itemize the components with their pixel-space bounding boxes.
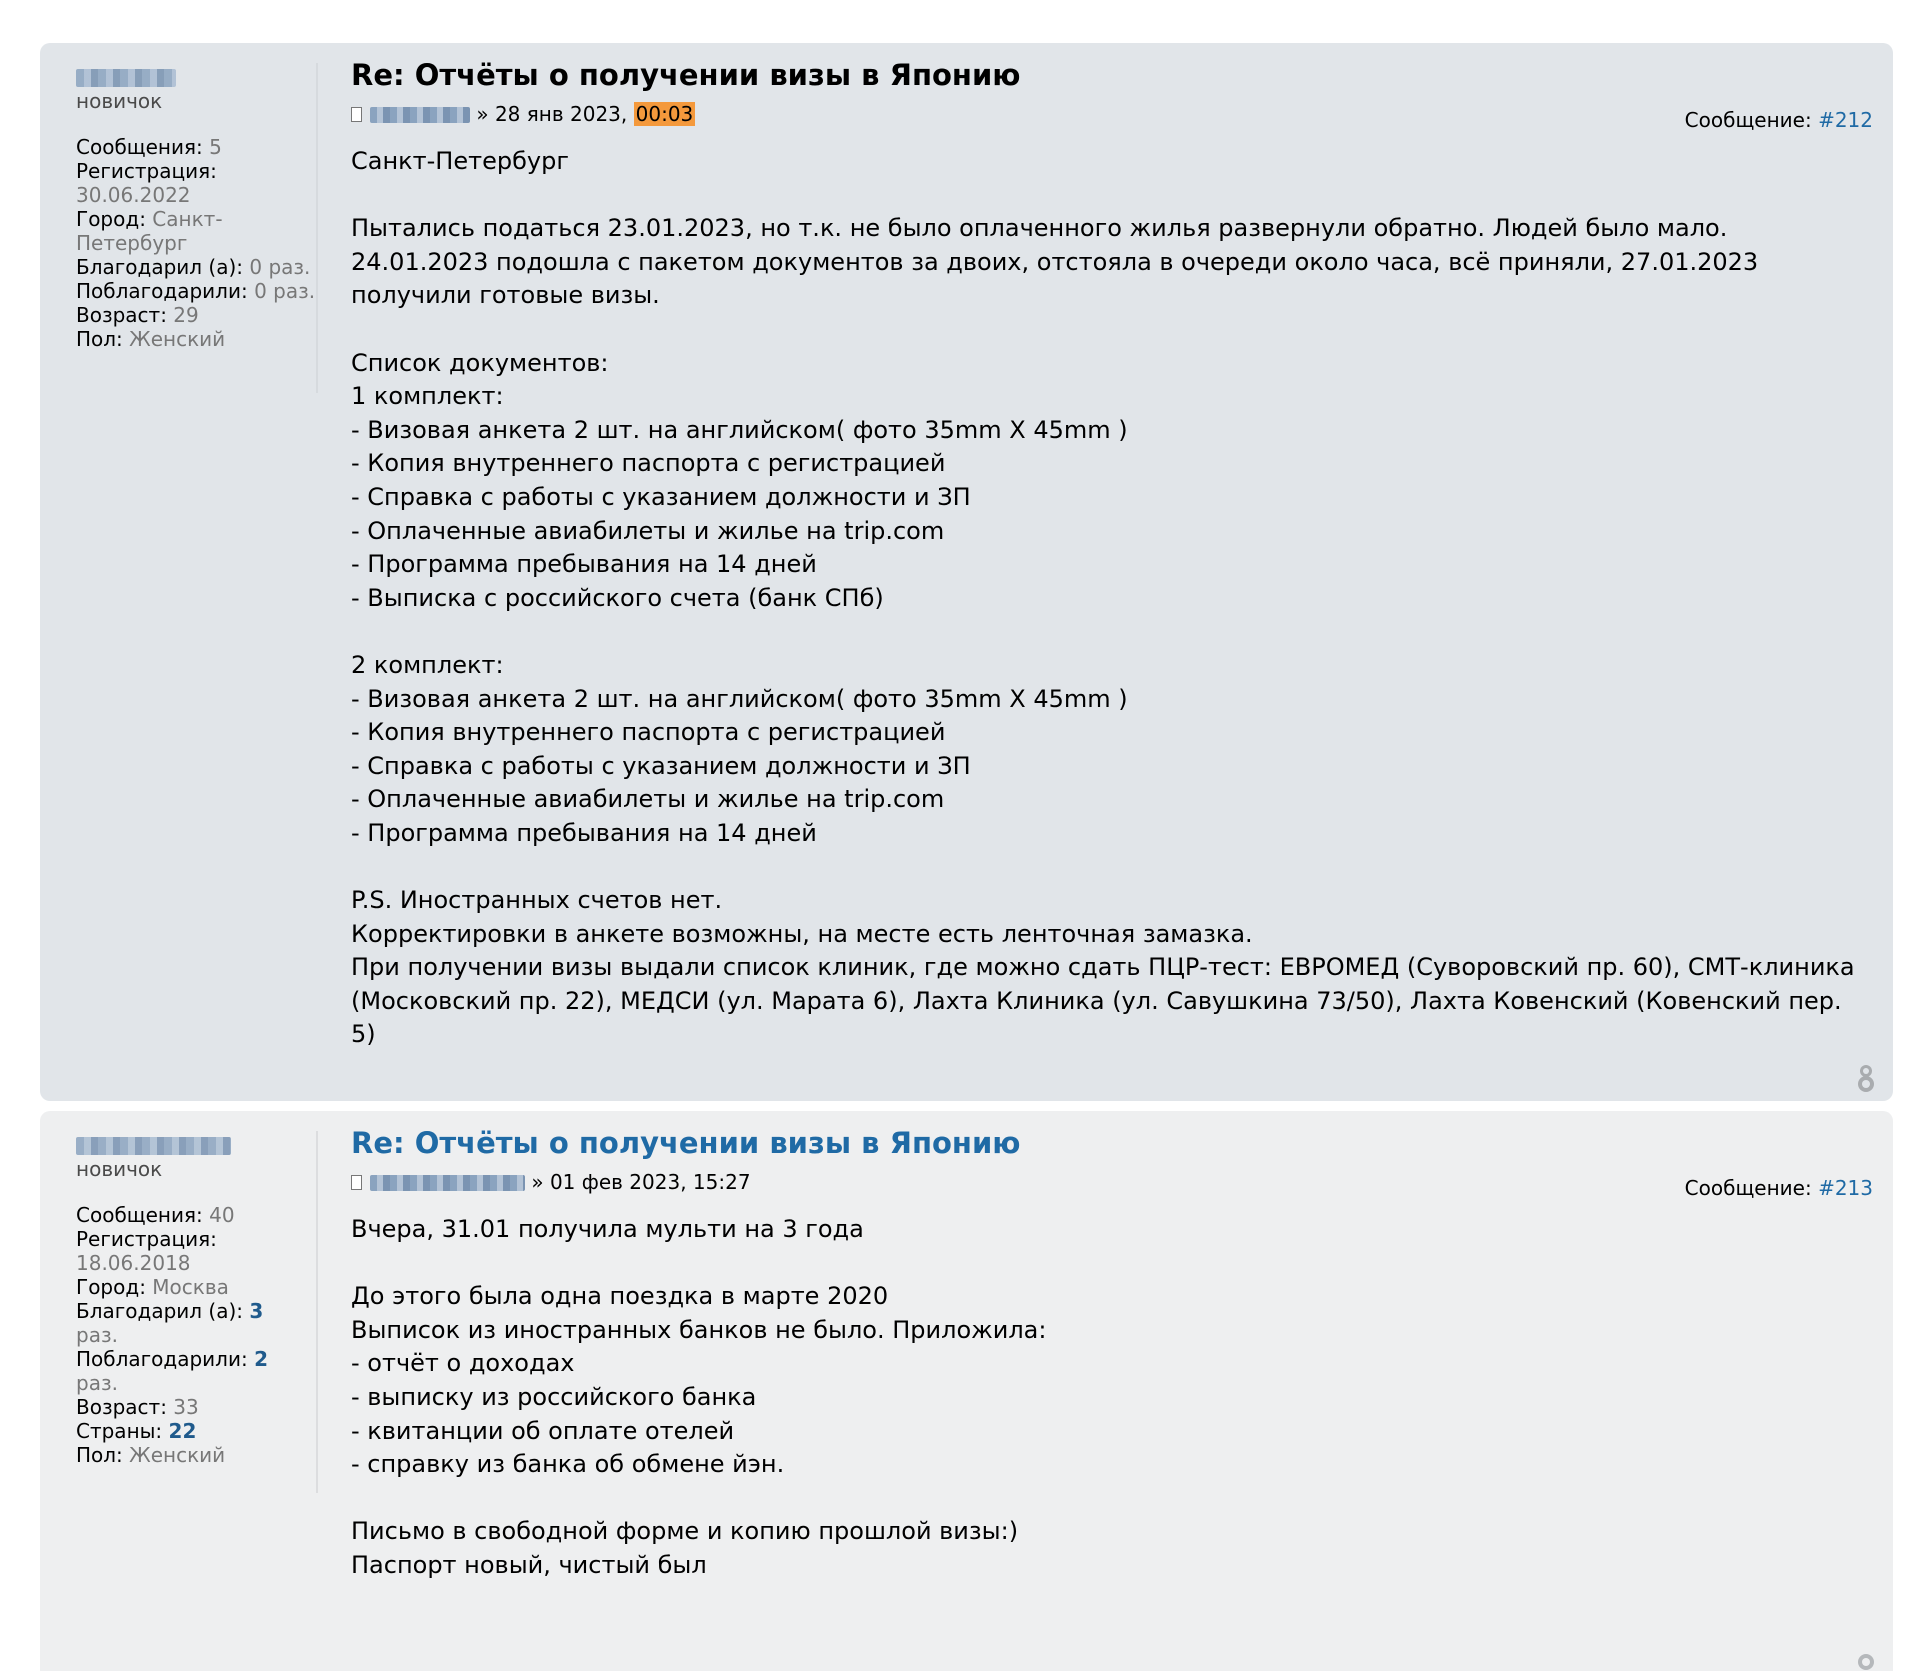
post-author-blurred[interactable]: [370, 107, 470, 123]
paragraph-gap: [351, 615, 1873, 649]
post-body-line: - Программа пребывания на 14 дней: [351, 818, 817, 847]
post-body-line: - Справка с работы с указанием должности и ЗП: [351, 482, 971, 511]
post-body-line: (Московский пр. 22), МЕДСИ (ул. Марата 6), Лахта Клиника (ул. Савушкина 73/50), Лахта Ковенский (Ковенский пер.: [351, 986, 1842, 1015]
post-meta: [351, 1167, 1873, 1201]
post-body-line: 2 комплект:: [351, 650, 504, 679]
user-profile: [76, 65, 316, 351]
stat-posts-label: Сообщения:: [76, 135, 203, 159]
post-body-line: получили готовые визы.: [351, 281, 660, 310]
stat-thanked-label: Благодарил (а):: [76, 1299, 244, 1323]
profile-divider: [316, 63, 318, 393]
paragraph-gap: [351, 313, 1873, 347]
post-body-line: Выписок из иностранных банков не было. Приложила:: [351, 1315, 1047, 1344]
post-body-line: - Визовая анкета 2 шт. на английском( фото 35mm X 45mm ): [351, 684, 1128, 713]
user-online-icon: [1853, 1063, 1879, 1093]
stat-was-thanked-label: Поблагодарили:: [76, 279, 248, 303]
post-date: » 28 янв 2023,: [476, 102, 628, 126]
post-body-line: Паспорт новый, чистый был: [351, 1550, 707, 1579]
post-number-label: Сообщение:: [1684, 1176, 1812, 1200]
stat-thanked-value: 0 раз.: [249, 255, 311, 279]
post-body-line: - Визовая анкета 2 шт. на английском( фото 35mm X 45mm ): [351, 415, 1128, 444]
post-author-blurred[interactable]: [370, 1175, 525, 1191]
post-body-line: Письмо в свободной форме и копию прошлой визы:): [351, 1517, 1019, 1546]
stat-age-value: 29: [173, 303, 199, 327]
post-body-line: - Оплаченные авиабилеты и жилье на trip.com: [351, 516, 945, 545]
post-number: [1685, 105, 1873, 135]
post-body-line: - квитанции об оплате отелей: [351, 1416, 735, 1445]
post-body-line: P.S. Иностранных счетов нет.: [351, 886, 723, 915]
post-content: [351, 1123, 1873, 1583]
stat-city-value: Москва: [152, 1275, 229, 1299]
post-document-icon[interactable]: [351, 1175, 362, 1190]
stat-sex-value: Женский: [129, 327, 226, 351]
stat-was-thanked-value: 0 раз.: [254, 279, 316, 303]
post-body-line: - Программа пребывания на 14 дней: [351, 550, 817, 579]
paragraph-gap: [351, 1482, 1873, 1516]
stat-thanked-link[interactable]: 3: [249, 1299, 264, 1323]
post-number: [1685, 1173, 1873, 1203]
post-body-line: 24.01.2023 подошла с пакетом документов за двоих, отстояла в очереди около часа, всё приняли, 27.01.2023: [351, 247, 1759, 276]
paragraph-gap: [351, 179, 1873, 213]
stat-city-label: Город:: [76, 207, 146, 231]
post-document-icon[interactable]: [351, 107, 362, 122]
stat-was-thanked-label: Поблагодарили:: [76, 1347, 248, 1371]
stat-was-thanked-suffix: раз.: [76, 1371, 118, 1395]
post-number-link[interactable]: #213: [1818, 1176, 1873, 1200]
post-title-link[interactable]: Re: Отчёты о получении визы в Японию: [351, 1126, 1021, 1160]
post-body-line: - Оплаченные авиабилеты и жилье на trip.com: [351, 785, 945, 814]
post-body-line: - Копия внутреннего паспорта с регистрацией: [351, 449, 946, 478]
stat-countries-link[interactable]: 22: [168, 1419, 197, 1443]
stat-reg-label: Регистрация:: [76, 1227, 217, 1251]
user-rank: новичок: [76, 89, 163, 113]
post-meta: [351, 99, 1873, 133]
stat-age-value: 33: [173, 1395, 199, 1419]
post-body-line: При получении визы выдали список клиник, где можно сдать ПЦР-тест: ЕВРОМЕД (Суворовский пр. 60), СМТ-клиника: [351, 953, 1855, 982]
post-content: [351, 55, 1873, 1052]
stat-age-label: Возраст:: [76, 1395, 167, 1419]
user-stats: [76, 1203, 316, 1467]
post-body-line: До этого была одна поездка в марте 2020: [351, 1282, 889, 1311]
forum-post-212: [40, 43, 1893, 1101]
stat-city-value: Санкт-Петербург: [76, 207, 223, 255]
stat-city-label: Город:: [76, 1275, 146, 1299]
user-rank: новичок: [76, 1157, 163, 1181]
post-body-line: Пытались податься 23.01.2023, но т.к. не было оплаченного жилья развернули обратно. Людей было мало.: [351, 214, 1728, 243]
post-body-line: - Выписка с российского счета (банк СПб): [351, 583, 884, 612]
stat-reg-label: Регистрация:: [76, 159, 217, 183]
post-date: » 01 фев 2023, 15:27: [531, 1170, 751, 1194]
post-body-line: Санкт-Петербург: [351, 147, 569, 175]
stat-posts-value: 5: [209, 135, 222, 159]
stat-was-thanked-link[interactable]: 2: [254, 1347, 268, 1371]
post-body-line: Корректировки в анкете возможны, на месте есть ленточная замазка.: [351, 919, 1253, 948]
stat-sex-value: Женский: [129, 1443, 226, 1467]
post-body-line: Вчера, 31.01 получила мульти на 3 года: [351, 1215, 864, 1243]
post-body: [351, 1213, 1873, 1583]
forum-post-213: [40, 1111, 1893, 1671]
stat-reg-value: 18.06.2018: [76, 1251, 191, 1275]
post-title[interactable]: Re: Отчёты о получении визы в Японию: [351, 58, 1021, 92]
stat-age-label: Возраст:: [76, 303, 167, 327]
stat-reg-value: 30.06.2022: [76, 183, 191, 207]
stat-sex-label: Пол:: [76, 327, 123, 351]
post-body-line: - Справка с работы с указанием должности и ЗП: [351, 751, 971, 780]
stat-posts-label: Сообщения:: [76, 1203, 203, 1227]
post-body-line: - справку из банка об обмене йэн.: [351, 1450, 785, 1479]
post-time-highlighted: 00:03: [635, 102, 694, 126]
stat-countries-label: Страны:: [76, 1419, 163, 1443]
post-body-line: - Копия внутреннего паспорта с регистрацией: [351, 718, 946, 747]
user-profile: [76, 1133, 316, 1467]
stat-thanked-suffix: раз.: [76, 1323, 118, 1347]
post-body-line: 5): [351, 1020, 376, 1049]
post-body-line: - выписку из российского банка: [351, 1382, 757, 1411]
post-body: [351, 145, 1873, 1052]
post-body-line: Список документов:: [351, 348, 609, 377]
username-blurred[interactable]: [76, 69, 176, 87]
stat-sex-label: Пол:: [76, 1443, 123, 1467]
post-body-line: - отчёт о доходах: [351, 1349, 575, 1378]
paragraph-gap: [351, 850, 1873, 884]
profile-divider: [316, 1131, 318, 1493]
post-number-link[interactable]: #212: [1818, 108, 1873, 132]
user-stats: [76, 135, 316, 351]
username-blurred[interactable]: [76, 1137, 231, 1155]
stat-posts-value: 40: [209, 1203, 235, 1227]
stat-thanked-label: Благодарил (а):: [76, 255, 244, 279]
post-number-label: Сообщение:: [1684, 108, 1812, 132]
post-body-line: 1 комплект:: [351, 382, 504, 411]
paragraph-gap: [351, 1247, 1873, 1281]
